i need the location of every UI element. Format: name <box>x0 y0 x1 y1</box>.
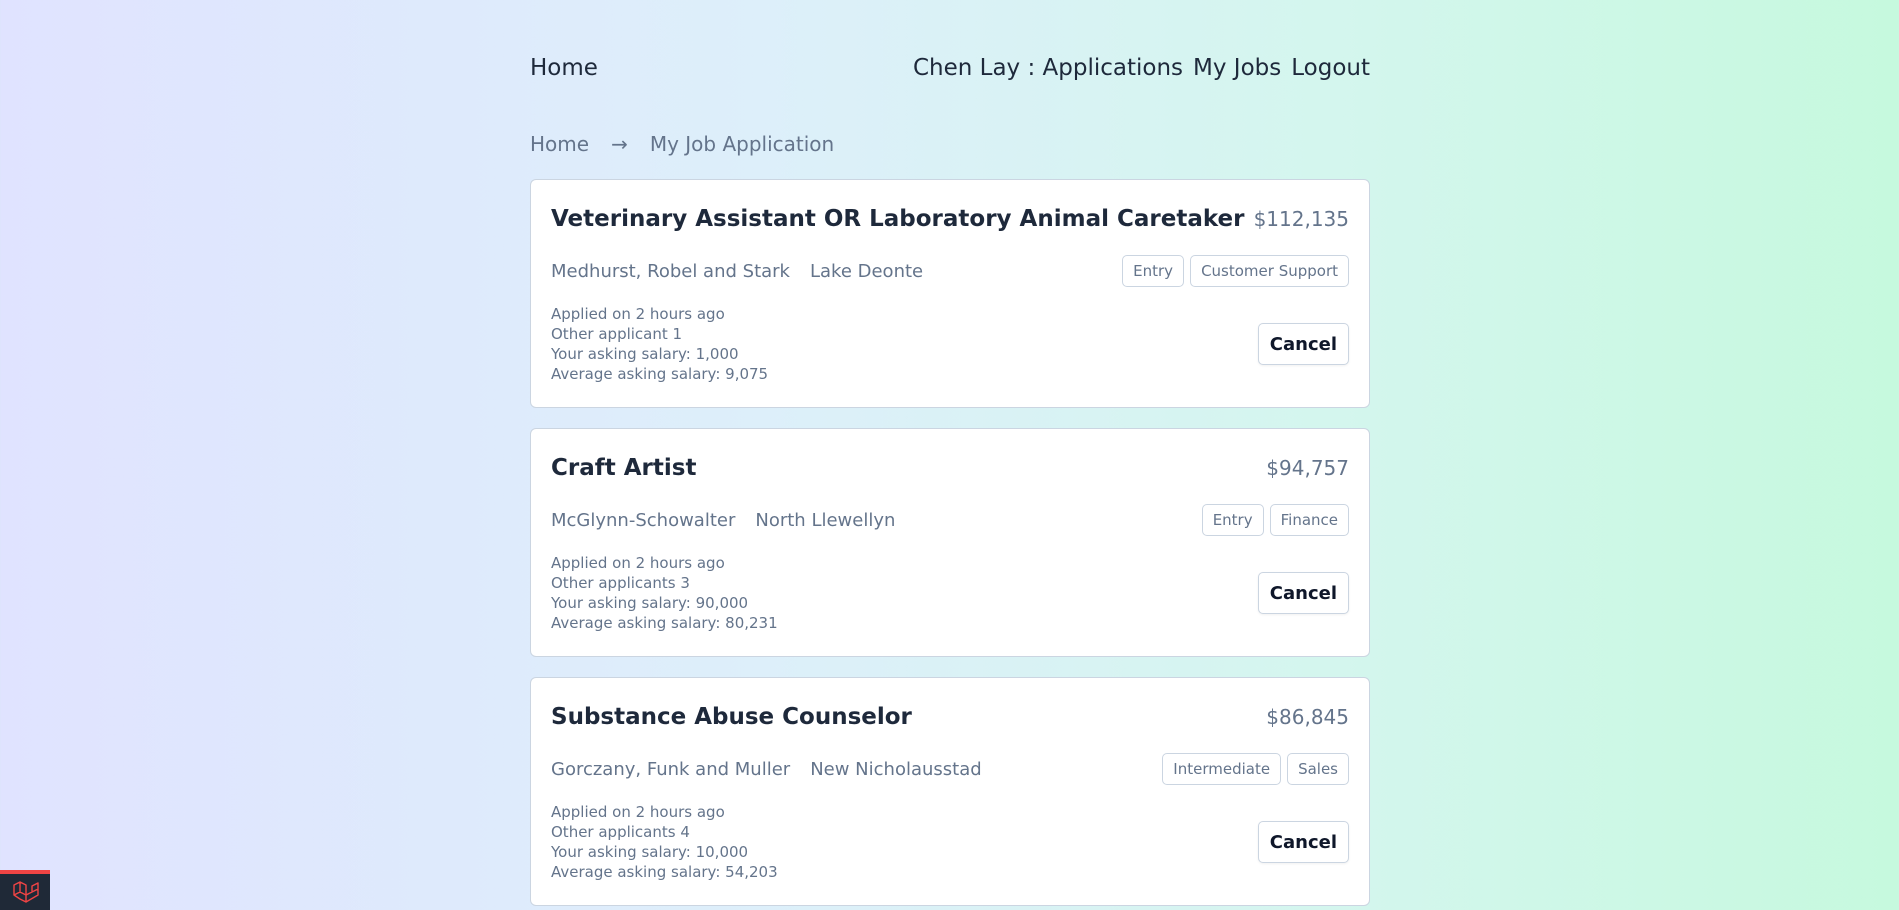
job-salary: $94,757 <box>1266 456 1349 480</box>
cancel-button[interactable]: Cancel <box>1258 821 1349 863</box>
job-location: North Llewellyn <box>755 509 896 531</box>
breadcrumb-separator: → <box>611 132 628 156</box>
job-salary: $86,845 <box>1266 705 1349 729</box>
job-tags <box>1122 255 1349 287</box>
company-name: Gorczany, Funk and Muller <box>551 758 791 780</box>
nav-right-group <box>913 55 1370 81</box>
debugbar-badge[interactable] <box>0 870 50 910</box>
average-salary: Average asking salary: 54,203 <box>551 863 778 881</box>
application-info <box>551 802 778 882</box>
tag-experience[interactable]: Entry <box>1202 504 1264 536</box>
tag-experience[interactable]: Intermediate <box>1162 753 1281 785</box>
tag-category[interactable]: Customer Support <box>1190 255 1349 287</box>
application-card <box>530 677 1370 906</box>
other-applicants: Other applicant 1 <box>551 325 683 343</box>
job-title: Substance Abuse Counselor <box>551 704 912 730</box>
application-info <box>551 304 768 384</box>
other-applicants: Other applicants 3 <box>551 574 690 592</box>
job-location: Lake Deonte <box>809 260 924 282</box>
breadcrumb <box>530 128 1370 160</box>
job-salary: $112,135 <box>1253 207 1349 231</box>
page-container <box>530 0 1370 910</box>
average-salary: Average asking salary: 9,075 <box>551 365 769 383</box>
applied-time: Applied on 2 hours ago <box>551 305 725 323</box>
job-title: Craft Artist <box>551 455 697 481</box>
laravel-logo-icon <box>11 880 39 904</box>
average-salary: Average asking salary: 80,231 <box>551 614 778 632</box>
tag-experience[interactable]: Entry <box>1122 255 1184 287</box>
nav-home-link[interactable]: Home <box>530 55 598 81</box>
breadcrumb-home-link[interactable]: Home <box>530 132 590 156</box>
asking-salary: Your asking salary: 10,000 <box>551 843 749 861</box>
top-navigation <box>530 0 1370 136</box>
cancel-button[interactable]: Cancel <box>1258 572 1349 614</box>
job-tags <box>1202 504 1349 536</box>
asking-salary: Your asking salary: 90,000 <box>551 594 749 612</box>
application-card <box>530 179 1370 408</box>
nav-my-jobs-link[interactable]: My Jobs <box>1193 55 1282 81</box>
cancel-button[interactable]: Cancel <box>1258 323 1349 365</box>
application-info <box>551 553 778 633</box>
applied-time: Applied on 2 hours ago <box>551 803 725 821</box>
tag-category[interactable]: Sales <box>1287 753 1349 785</box>
other-applicants: Other applicants 4 <box>551 823 690 841</box>
application-card <box>530 428 1370 657</box>
nav-logout-link[interactable]: Logout <box>1291 55 1370 81</box>
job-location: New Nicholausstad <box>810 758 982 780</box>
tag-category[interactable]: Finance <box>1270 504 1349 536</box>
nav-user-applications-link[interactable]: Chen Lay : Applications <box>912 55 1184 81</box>
job-tags <box>1162 753 1349 785</box>
applied-time: Applied on 2 hours ago <box>551 554 725 572</box>
company-name: McGlynn-Schowalter <box>551 509 736 531</box>
job-title: Veterinary Assistant OR Laboratory Animal Caretaker <box>551 206 1245 232</box>
application-list <box>530 179 1370 906</box>
company-name: Medhurst, Robel and Stark <box>551 260 790 282</box>
asking-salary: Your asking salary: 1,000 <box>551 345 739 363</box>
breadcrumb-current: My Job Application <box>649 132 835 156</box>
